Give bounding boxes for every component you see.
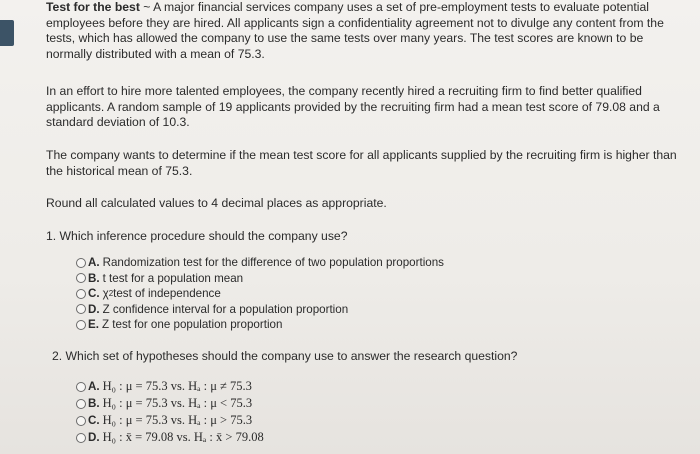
q2-option-b[interactable] xyxy=(76,395,264,412)
option-letter: A. xyxy=(88,256,100,270)
option-text: Randomization test for the difference of two population proportions xyxy=(102,256,444,270)
option-letter: E. xyxy=(88,318,99,332)
question-1-prompt: 1. Which inference procedure should the company use? xyxy=(46,229,348,243)
option-letter: C. xyxy=(88,414,100,427)
option-text: Z confidence interval for a population proportion xyxy=(102,302,349,316)
option-letter: B. xyxy=(88,271,100,285)
radio-button[interactable] xyxy=(76,399,86,409)
chi-superscript: 2 xyxy=(108,289,114,299)
intro-text: ~ A major financial services company uses a set of pre-employment tests to evaluate potential employees before they are hired. All applicants sign a confidentiality agreement not to divulge any content from the tests, which has allowed the company to use the same tests over many years. The test scores are known to be normally distributed with a mean of 75.3. xyxy=(46,0,664,61)
radio-button[interactable] xyxy=(76,382,86,392)
radio-button[interactable] xyxy=(76,320,86,330)
option-letter: D. xyxy=(88,302,100,316)
radio-button[interactable] xyxy=(76,433,86,443)
option-letter: D. xyxy=(88,431,100,444)
option-text: H₀ : μ = 75.3 vs. Hₐ : μ ≠ 75.3 xyxy=(102,379,252,393)
question-2-prompt: 2. Which set of hypotheses should the company use to answer the research question? xyxy=(52,349,518,363)
option-text: t test for a population mean xyxy=(102,271,244,285)
chi-symbol: χ xyxy=(102,287,109,301)
q2-option-a[interactable] xyxy=(76,378,264,395)
option-text: H₀ : x̄ = 79.08 vs. Hₐ : x̄ > 79.08 xyxy=(102,430,264,444)
radio-button[interactable] xyxy=(76,289,86,299)
q2-option-d[interactable] xyxy=(76,429,264,446)
option-text: H₀ : μ = 75.3 vs. Hₐ : μ > 75.3 xyxy=(102,413,253,427)
option-text: Z test for one population proportion xyxy=(101,318,283,332)
q1-option-e[interactable] xyxy=(76,317,444,333)
paragraph-rounding: Round all calculated values to 4 decimal places as appropriate. xyxy=(46,196,387,210)
paragraph-goal: The company wants to determine if the mean test score for all applicants supplied by the recruiting firm is higher than the historical mean of 75.3. xyxy=(46,148,677,178)
option-text: H₀ : μ = 75.3 vs. Hₐ : μ < 75.3 xyxy=(102,396,253,410)
radio-button[interactable] xyxy=(76,416,86,426)
radio-button[interactable] xyxy=(76,258,86,268)
option-letter: A. xyxy=(88,380,100,393)
sidebar-tab[interactable] xyxy=(0,20,14,46)
option-text: test of independence xyxy=(113,287,221,301)
radio-button[interactable] xyxy=(76,304,86,314)
radio-button[interactable] xyxy=(76,273,86,283)
q1-option-a[interactable] xyxy=(76,255,444,271)
question-1-options xyxy=(76,255,444,333)
intro-paragraph xyxy=(46,0,686,62)
q1-option-d[interactable] xyxy=(76,302,444,318)
q2-option-c[interactable] xyxy=(76,412,264,429)
option-letter: B. xyxy=(88,397,100,410)
option-letter: C. xyxy=(88,287,100,301)
paragraph-sample: In an effort to hire more talented employees, the company recently hired a recruiting firm to find better qualified applicants. A random sample of 19 applicants provided by the recruiting firm had a mean test score of 79.08 and a standard deviation of 10.3. xyxy=(46,84,660,129)
q1-option-b[interactable] xyxy=(76,271,444,287)
question-2-options xyxy=(76,378,264,446)
q1-option-c[interactable] xyxy=(76,286,444,302)
intro-title: Test for the best xyxy=(46,0,140,14)
